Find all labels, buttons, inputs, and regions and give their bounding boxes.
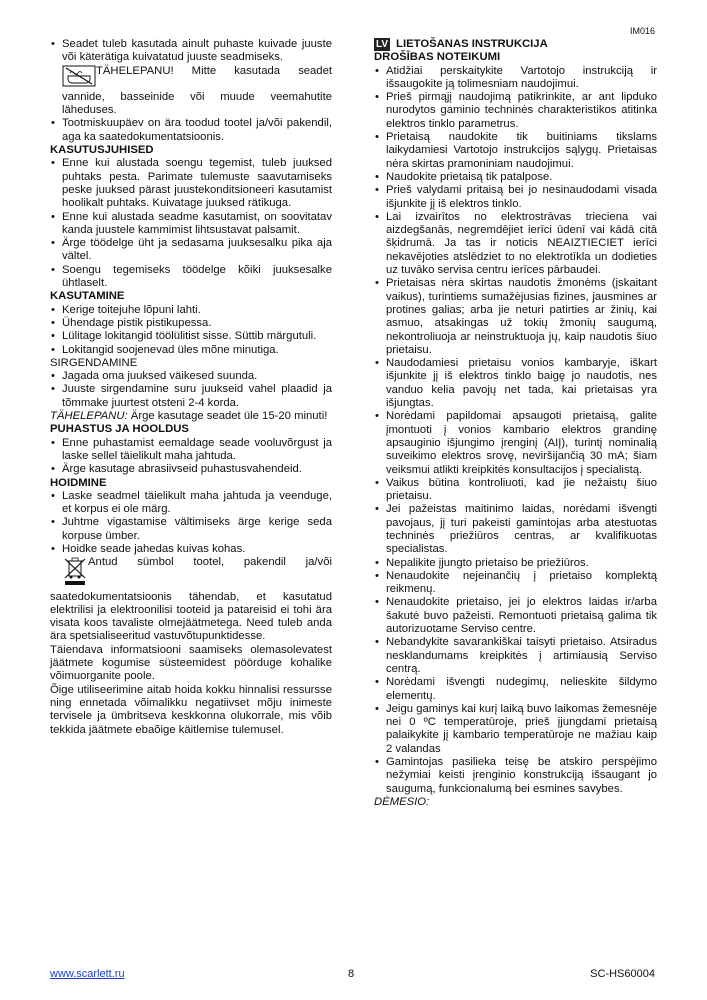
model-code: IM016 (629, 26, 655, 36)
list-item: • Prietaisą naudokite tik buitiniams tikslams laikydamiesi Vartotojo instrukcijos sąlygų. Prietaisas nėra skirtas pramoniniam naudojimui. (374, 131, 657, 171)
list-item: • Lülitage lokitangid töölülitist sisse. Süttib märgutuli. (50, 330, 332, 343)
bullet-list-mid (50, 117, 332, 144)
cleaning-list (50, 437, 332, 477)
crossed-out-bin-icon (62, 556, 88, 590)
list-item: • Laske seadmel täielikult maha jahtuda ja veenduge, et korpus ei ole märg. (50, 490, 332, 517)
straightening-list (50, 370, 332, 410)
safety-heading: DROŠĪBAS NOTEIKUMI (374, 51, 501, 64)
list-item: • Juuste sirgendamine suru juukseid vahel plaadid ja tõmmake juurtest otsteni 2-4 korda. (50, 383, 332, 410)
list-item: • Atidžiai perskaitykite Vartotojo instrukciją ir išsaugokite ją tolimesniam naudojimui. (374, 65, 657, 92)
right-column (374, 38, 657, 809)
cleaning-heading: PUHASTUS JA HOOLDUS (50, 423, 189, 436)
list-item: • Nepalikite įjungto prietaiso be priežiūros. (374, 557, 657, 570)
list-item: • Norėdami išvengti nudegimų, nelieskite šildymo elementų. (374, 676, 657, 703)
list-item: • Lokitangid soojenevad üles mõne minutiga. (50, 344, 332, 357)
list-item: • Prieš valydami pritaisą bei jo nesinaudodami visada išjunkite jį iš elektros tinklo. (374, 184, 657, 211)
list-item: • Naudokite prietaisą tik patalpose. (374, 171, 657, 184)
list-item: • Lai izvairītos no elektrostrāvas trieciena vai aizdegšanās, negremdējiet ierīci ūdenī vai kādā citā šķidrumā. Ja tas ir noticis NEAIZTIECIET ierīci nekavējoties atslēdziet to no elektrotīkla un dodieties uz tuvāko servisa centru ierīces pārbaudei. (374, 211, 657, 277)
list-item: • Hoidke seade jahedas kuivas kohas. (50, 543, 332, 556)
recycling-paragraph-2: Täiendava informatsiooni saamiseks olemasolevatest jäätmete kogumise süsteemidest pöörduge kohalike võimuorganite poole. (50, 643, 332, 683)
list-item: • Ärge kasutage abrasiivseid puhastusvahendeid. (50, 463, 332, 476)
water-warning (50, 65, 332, 118)
water-warning-text: TÄHELEPANU! Mitte kasutada seadet vannide, basseinide või muude veemahutite läheduses. (62, 64, 332, 117)
usage-list (50, 304, 332, 357)
list-item: • Naudodamiesi prietaisu vonios kambaryje, iškart išjunkite jį iš elektros tinklo baigę jo naudotis, nes vanduo kelia pavojų net tada, kai prietaisas yra išjungtas. (374, 357, 657, 410)
list-item: • Enne kui alustada soengu tegemist, tuleb juuksed puhtaks pesta. Parimate tulemuste saavutamiseks peske juuksed pärast juustekonditsioneeri kasutamist hoolikalt puhtaks. Kuivatage juuksed rätikuga. (50, 157, 332, 210)
list-item: • Soengu tegemiseks töödelge kõiki juuksesalke ühtlaselt. (50, 264, 332, 291)
usage-heading: KASUTAMINE (50, 290, 125, 303)
recycling-paragraph-3: Õige utiliseerimine aitab hoida kokku hinnalisi ressursse ning ennetada võimalikku negatiivset mõju inimeste tervisele ja ümbritseva keskkonna olukorrale, mis võib tekkida jäätmete ebaõige käitlemise tulemusel. (50, 683, 332, 736)
list-item: • Enne kui alustada seadme kasutamist, on soovitatav kanda juustele kammimist lihtsustavat palsamit. (50, 211, 332, 238)
storage-list (50, 490, 332, 556)
list-item: • Enne puhastamist eemaldage seade vooluvõrgust ja laske sellel täielikult maha jahtuda. (50, 437, 332, 464)
list-item: • Prietaisas nėra skirtas naudotis žmonėms (įskaitant vaikus), turintiems sumažėjusias fizines, jausmines ar protines galias; arba jie neturi patirties ar žinių, kai asmuo, atsakingas už tokių žmonių saugumą, nekontroliuoja ar neinstruktuoja jų, kaip naudotis šiuo prietaisu. (374, 277, 657, 357)
page-number: 8 (348, 968, 355, 980)
list-item: • Gamintojas pasilieka teisę be atskiro perspėjimo nežymiai keisti įrenginio konstrukciją išsaugant jo saugumą, funkcionalumą bei esmines savybes. (374, 756, 657, 796)
storage-heading: HOIDMINE (50, 476, 107, 489)
list-item: • Kerige toitejuhe lõpuni lahti. (50, 304, 332, 317)
list-item: • Nenaudokite nejeinančių į prietaiso komplektą reikmenų. (374, 570, 657, 597)
recycling-paragraph-1 (50, 556, 332, 643)
language-badge: LV (376, 39, 389, 50)
list-item: • Nebandykite savarankiškai taisyti prietaiso. Atsiradus nesklandumams kreipkitės į artimiausią Serviso centrą. (374, 636, 657, 676)
footer-model-code: SC-HS60004 (590, 968, 655, 980)
list-item: • Jeigu gaminys kai kurį laiką buvo laikomas žemesnėje nei 0 ºC temperatūroje, prieš įjungdami prietaisą palaikykite jį kambario temperatūroje ne mažiau kaip 2 valandas (374, 703, 657, 756)
time-warning-label: TÄHELEPANU: (50, 410, 128, 423)
safety-list (374, 65, 657, 796)
time-warning-text: Ärge kasutage seadet üle 15-20 minuti! (127, 410, 328, 423)
title-text: LIETOŠANAS INSTRUKCIJA (396, 38, 548, 50)
list-item: • Prieš pirmąjį naudojimą patikrinkite, ar ant lipduko nurodytos gaminio techninės charakteristikos atitinka elektros tinklo parametrus. (374, 91, 657, 131)
left-column (50, 38, 332, 737)
list-item: • Juhtme vigastamise vältimiseks ärge kerige seda korpuse ümber. (50, 516, 332, 543)
usage-tips-heading: KASUTUSJUHISED (50, 144, 154, 157)
section-title (374, 38, 657, 51)
list-item: • Tootmiskuupäev on ära toodud tootel ja/või pakendil, aga ka saatedokumentatsioonis. (50, 117, 332, 144)
no-bath-water-icon (62, 65, 96, 91)
usage-tips-list (50, 157, 332, 290)
list-item: • Seadet tuleb kasutada ainult puhaste kuivade juuste või käterätiga kuivatatud juuste seadmiseks. (50, 38, 332, 65)
list-item: • Jei pažeistas maitinimo laidas, norėdami išvengti pavojaus, jį turi pakeisti gamintojas arba atestuotas techninės priežiūros centras, ar kvalifikuotas specialistas. (374, 503, 657, 556)
bullet-list-top (50, 38, 332, 65)
time-warning (50, 410, 332, 423)
list-item: • Nenaudokite prietaiso, jei jo elektros laidas ir/arba šakutė buvo pažeisti. Remontuoti prietaisą galima tik autorizuotame Serviso centre. (374, 596, 657, 636)
recycling-text-1: Antud sümbol tootel, pakendil ja/või saatedokumentatsioonis tähendab, et kasutatud elektrilisi ja elektroonilisi tooteid ja patareisid ei tohi ära visata koos tavaliste olmejäätmetega. Need tuleb anda ära spetsialiseeritud vastuvõtupunktidesse. (50, 556, 332, 643)
list-item: • Ühendage pistik pistikupessa. (50, 317, 332, 330)
list-item: • Norėdami papildomai apsaugoti prietaisą, galite įmontuoti į vonios kambario elektros grandinę apsauginio išjungimo įrenginį (AIĮ), turintį nominalią suveikimo elektros srovę, neviršijančią 30 mA; šiam veiksmui atlikti kreipkitės konsultacijos į specialistą. (374, 410, 657, 476)
list-item: • Jagada oma juuksed väikesed suunda. (50, 370, 332, 383)
website-link[interactable]: www.scarlett.ru (50, 968, 125, 980)
list-item: • Vaikus būtina kontroliuoti, kad jie nežaistų šiuo prietaisu. (374, 477, 657, 504)
list-item: • Ärge töödelge üht ja sedasama juuksesalku pika aja vältel. (50, 237, 332, 264)
attention-label: DĖMESIO: (374, 795, 430, 808)
straightening-heading: SIRGENDAMINE (50, 356, 138, 369)
